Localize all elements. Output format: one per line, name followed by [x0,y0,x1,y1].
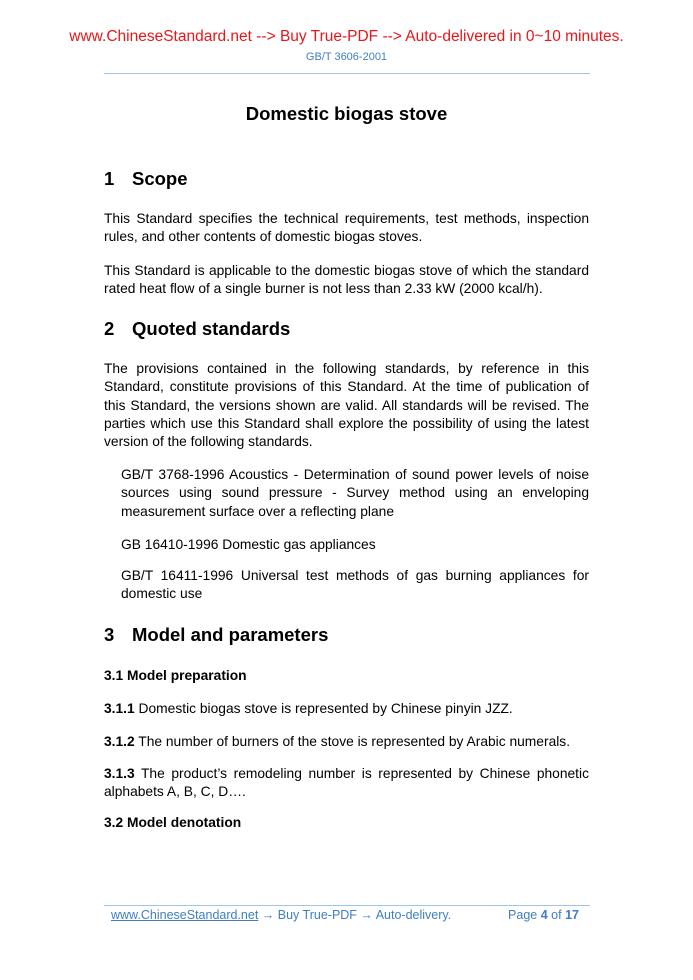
clause [104,700,589,718]
footer-site-link[interactable]: www.ChineseStandard.net [111,908,259,922]
clause [104,765,589,802]
reference-item: GB/T 3768-1996 Acoustics - Determination of sound power levels of noise sources using sound pressure - Survey method using an enveloping measurement surface over a reflecting plane [121,467,589,519]
subsection-heading: 3.2 Model denotation [104,815,242,830]
paragraph: The provisions contained in the following standards, by reference in this Standard, constitute provisions of this Standard. At the time of publication of this Standard, the versions shown are valid. All standards will be revised. The parties which use this Standard shall explore the possibility of using the latest version of the following standards. [104,361,589,450]
clause-number: 3.1.2 [104,734,135,749]
page-total: 17 [565,908,579,922]
section-1-heading [104,168,188,190]
subsection-heading: 3.1 Model preparation [104,668,247,683]
section-title: Model and parameters [132,624,329,645]
section-number: 1 [104,168,115,189]
clause-number: 3.1.1 [104,701,135,716]
document-title: Domestic biogas stove [245,103,448,124]
clause [104,733,589,751]
section-number: 3 [104,624,115,645]
clause-text: The number of burners of the stove is represented by Arabic numerals. [138,734,571,749]
page-label: Page [508,908,538,922]
paragraph: This Standard is applicable to the domestic biogas stove of which the standard rated heat flow of a single burner is not less than 2.33 kW (2000 kcal/h). [104,263,589,297]
reference-item: GB 16410-1996 Domestic gas appliances [121,537,376,552]
page-indicator [508,908,579,922]
section-title: Quoted standards [132,318,291,339]
paragraph: This Standard specifies the technical requirements, test methods, inspection rules, and other contents of domestic biogas stoves. [104,211,589,245]
standard-code: GB/T 3606-2001 [305,51,388,63]
clause-text: Domestic biogas stove is represented by Chinese pinyin JZZ. [138,701,513,716]
footer-rule [104,905,590,906]
section-3-heading [104,624,328,646]
footer [111,908,586,922]
page-of: of [551,908,562,922]
section-number: 2 [104,318,115,339]
page-current: 4 [540,908,548,922]
top-banner: www.ChineseStandard.net --> Buy True-PDF --> Auto-delivered in 0~10 minutes. [69,28,624,45]
clause-text: The product’s remodeling number is represented by Chinese phonetic alphabets A, B, C, D…. [104,766,589,800]
footer-promo-text: → Buy True-PDF → Auto-delivery. [258,908,452,922]
clause-number: 3.1.3 [104,766,135,781]
reference-item: GB/T 16411-1996 Universal test methods of gas burning appliances for domestic use [121,568,589,602]
section-2-heading [104,318,290,340]
header-rule [104,73,590,74]
section-title: Scope [132,168,188,189]
